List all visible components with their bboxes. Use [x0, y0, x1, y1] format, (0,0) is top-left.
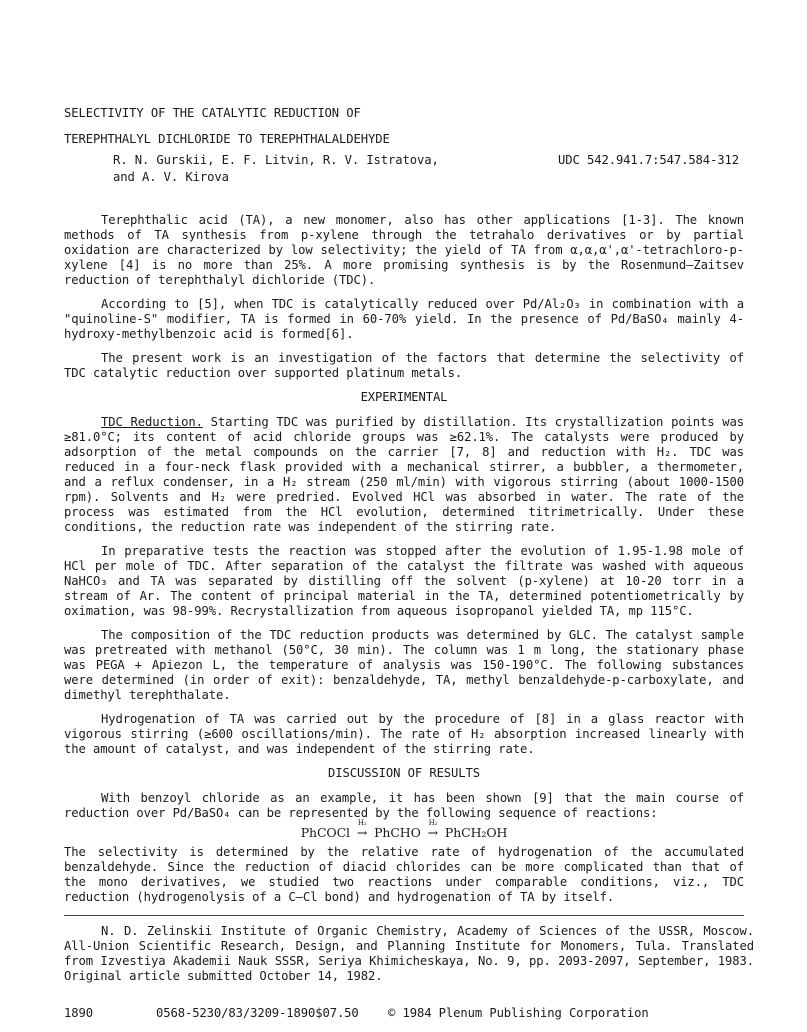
intro-paragraph-2: According to [5], when TDC is catalytically reduced over Pd/Al₂O₃ in combination with a "quinoline-S" modifier, TA is formed in 60-70% yield. In the presence of Pd/BaSO₄ mainly 4-hydroxy-methylbenzoic acid is formed[6].: [64, 297, 744, 341]
udc-code: UDC 542.941.7:547.584-312: [558, 153, 739, 167]
experimental-paragraph-1: [64, 415, 744, 535]
article-code: 0568-5230/83/3209-1890$07.50: [156, 1006, 359, 1020]
author-list: [113, 152, 439, 186]
title-line-2: TEREPHTHALYL DICHLORIDE TO TEREPHTHALALDEHYDE: [64, 132, 390, 146]
intro-paragraph-1: Terephthalic acid (TA), a new monomer, also has other applications [1-3]. The known methods of TA synthesis from p-xylene through the tetrahalo derivatives or by partial oxidation are characterized by low selectivity; the yield of TA from α,α,α',α'-tetrachloro-p-xylene [4] is no more than 25%. A more promising synthesis is by the Rosenmund–Zaitsev reduction of terephthalyl dichloride (TDC).: [64, 213, 744, 287]
footnote-rule: [64, 915, 744, 916]
experimental-paragraph-2: In preparative tests the reaction was stopped after the evolution of 1.95-1.98 mole of HCl per mole of TDC. After separation of the catalyst the filtrate was washed with aqueous NaHCO₃ and TA was separated by distilling off the solvent (p-xylene) at 10-20 torr in a stream of Ar. The content of principal material in the TA, determined potentiometrically by oximation, was 98-99%. Recrystallization from aqueous isopropanol yielded TA, mp 115°C.: [64, 544, 744, 618]
experimental-paragraph-4: Hydrogenation of TA was carried out by the procedure of [8] in a glass reactor with vigorous stirring (≥600 oscillations/min). The rate of H₂ absorption increased linearly with the amount of catalyst, and was independent of the stirring rate.: [64, 712, 744, 756]
paper-title: [64, 100, 390, 152]
equation-arrow-1: H₂ →: [356, 819, 368, 840]
equation-reactant: PhCOCl: [300, 825, 350, 840]
experimental-heading: EXPERIMENTAL: [360, 390, 448, 404]
experimental-paragraph-3: The composition of the TDC reduction products was determined by GLC. The catalyst sample was pretreated with methanol (50°C, 30 min). The column was 1 m long, the stationary phase was PEGA + Apiezon L, the temperature of analysis was 150-190°C. The following substances were determined (in order of exit): benzaldehyde, TA, methyl benzaldehyde-p-carboxylate, and dimethyl terephthalate.: [64, 628, 744, 702]
title-line-1: SELECTIVITY OF THE CATALYTIC REDUCTION OF: [64, 106, 361, 120]
equation-arrow-2: H₂ →: [427, 819, 439, 840]
affiliation-block: [64, 924, 754, 984]
tdc-reduction-label: TDC Reduction.: [101, 415, 203, 429]
discussion-paragraph-1: With benzoyl chloride as an example, it has been shown [9] that the main course of reduction over Pd/BaSO₄ can be represented by the following sequence of reactions:: [64, 791, 744, 820]
equation-product: PhCH₂OH: [444, 825, 508, 840]
affiliation-text: N. D. Zelinskii Institute of Organic Chemistry, Academy of Sciences of the USSR, Moscow. All-Union Scientific Research, Design, and Planning Institute for Monomers, Tula. Translated from Izvestiya Akademii Nauk SSSR, Seriya Khimicheskaya, No. 9, pp. 2093-2097, September, 1983. Original article submitted October 14, 1982.: [64, 924, 754, 983]
discussion-heading: DISCUSSION OF RESULTS: [328, 766, 480, 780]
equation-intermediate: PhCHO: [374, 825, 421, 840]
authors-line-1: R. N. Gurskii, E. F. Litvin, R. V. Istratova,: [113, 153, 439, 167]
page-number: 1890: [64, 1006, 93, 1020]
article-body: [64, 213, 744, 914]
discussion-paragraph-2: The selectivity is determined by the relative rate of hydrogenation of the accumulated benzaldehyde. Since the reduction of diacid chlorides can be more complicated than that of the mono derivatives, we studied two reactions under comparable conditions, viz., TDC reduction (hydrogenolysis of a C—Cl bond) and hydrogenation of TA by itself.: [64, 845, 744, 904]
copyright-notice: © 1984 Plenum Publishing Corporation: [388, 1006, 649, 1020]
reaction-equation: [64, 819, 744, 841]
intro-paragraph-3: The present work is an investigation of the factors that determine the selectivity of TDC catalytic reduction over supported platinum metals.: [64, 351, 744, 380]
experimental-paragraph-1-text: Starting TDC was purified by distillation. Its crystallization points was ≥81.0°C; its content of acid chloride groups was ≥62.1%. The catalysts were produced by adsorption of the metal compounds on the carrier [7, 8] and reduction with H₂. TDC was reduced in a four-neck flask provided with a mechanical stirrer, a bubbler, a thermometer, and a reflux condenser, in a H₂ stream (250 ml/min) with vigorous stirring (about 1000-1500 rpm). Solvents and H₂ were predried. Evolved HCl was absorbed in water. The rate of the process was estimated from the HCl evolution, determined titrimetrically. Under these conditions, the reduction rate was independent of the stirring rate.: [64, 415, 745, 534]
authors-line-2: and A. V. Kirova: [113, 170, 229, 184]
page-footer: [64, 1006, 754, 1021]
